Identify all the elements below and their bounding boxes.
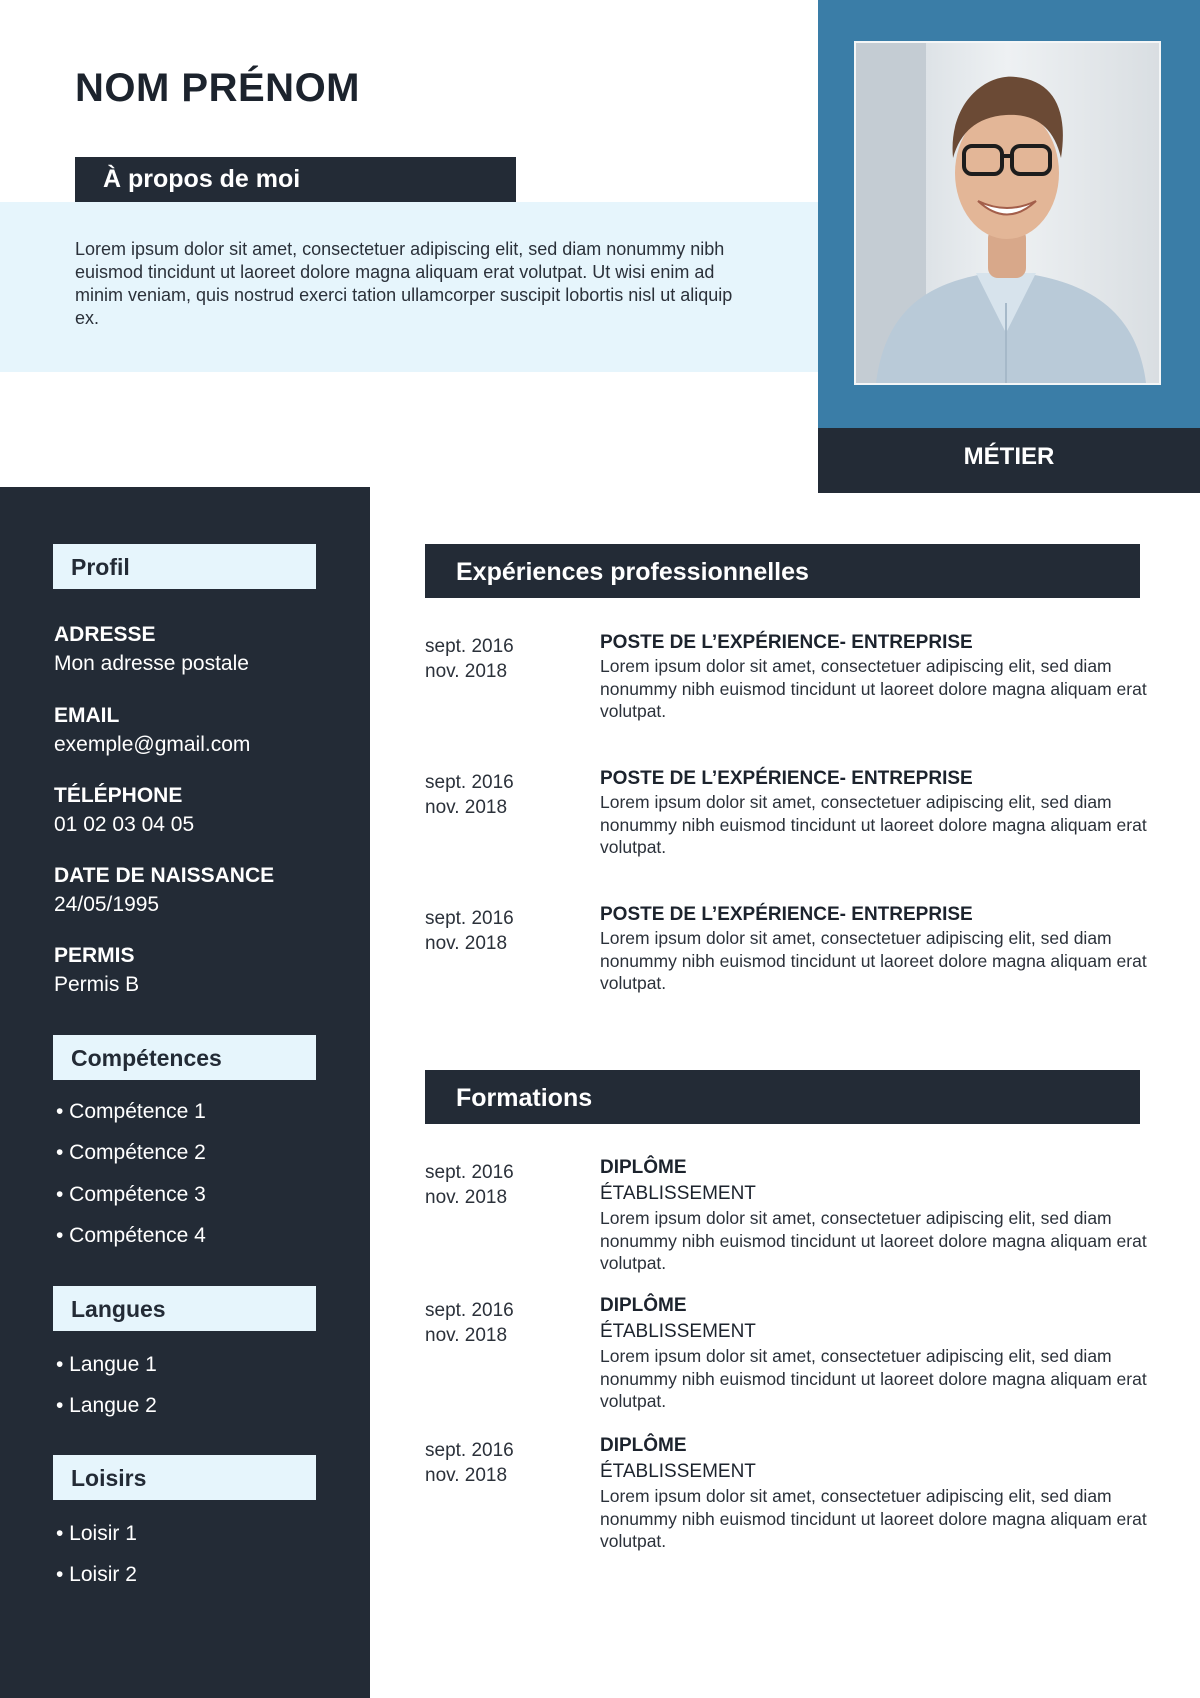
experience-entry [600, 902, 1160, 995]
education-entry [600, 1433, 1160, 1553]
phone-label: TÉLÉPHONE [54, 784, 183, 807]
experience-title: POSTE DE L’EXPÉRIENCE- ENTREPRISE [600, 904, 973, 925]
date-end: nov. 2018 [425, 933, 508, 954]
date-end: nov. 2018 [425, 1325, 508, 1346]
date-start: sept. 2016 [425, 636, 514, 657]
date-end: nov. 2018 [425, 1187, 508, 1208]
experience-dates [425, 770, 514, 820]
experience-entry [600, 630, 1160, 723]
profile-section-title: Profil [53, 544, 316, 589]
language-item: • Langue 2 [56, 1394, 157, 1417]
education-description: Lorem ipsum dolor sit amet, consectetuer adipiscing elit, sed diam nonummy nibh euismod tincidunt ut laoreet dolore magna aliquam erat volutpat. [600, 1346, 1147, 1411]
profile-photo [854, 41, 1161, 385]
date-start: sept. 2016 [425, 1162, 514, 1183]
license-label: PERMIS [54, 944, 135, 967]
experience-dates [425, 634, 514, 684]
address-label: ADRESSE [54, 623, 156, 646]
about-text: Lorem ipsum dolor sit amet, consectetuer adipiscing elit, sed diam nonummy nibh euismod tincidunt ut laoreet dolore magna aliquam erat volutpat. Ut wisi enim ad minim veniam, quis nostrud exerci tation ullamcorper suscipit lobortis nisl ut aliquip ex. [75, 239, 733, 328]
experience-entry [600, 766, 1160, 859]
phone-value: 01 02 03 04 05 [54, 813, 195, 836]
education-entry [600, 1293, 1160, 1413]
education-dates [425, 1298, 514, 1348]
license-value: Permis B [54, 973, 140, 996]
job-title: MÉTIER [818, 428, 1200, 493]
diploma-title: DIPLÔME [600, 1295, 687, 1316]
education-description: Lorem ipsum dolor sit amet, consectetuer adipiscing elit, sed diam nonummy nibh euismod tincidunt ut laoreet dolore magna aliquam erat volutpat. [600, 1208, 1147, 1273]
skill-item: • Compétence 1 [56, 1100, 206, 1123]
date-end: nov. 2018 [425, 797, 508, 818]
skill-item: • Compétence 3 [56, 1183, 206, 1206]
date-start: sept. 2016 [425, 908, 514, 929]
skill-item: • Compétence 4 [56, 1224, 206, 1247]
hobby-item: • Loisir 2 [56, 1563, 137, 1586]
diploma-title: DIPLÔME [600, 1435, 687, 1456]
school-name: ÉTABLISSEMENT [600, 1321, 756, 1342]
education-dates [425, 1160, 514, 1210]
date-start: sept. 2016 [425, 1440, 514, 1461]
education-section-title: Formations [425, 1070, 1140, 1124]
experience-dates [425, 906, 514, 956]
school-name: ÉTABLISSEMENT [600, 1183, 756, 1204]
school-name: ÉTABLISSEMENT [600, 1461, 756, 1482]
date-end: nov. 2018 [425, 1465, 508, 1486]
experience-description: Lorem ipsum dolor sit amet, consectetuer adipiscing elit, sed diam nonummy nibh euismod tincidunt ut laoreet dolore magna aliquam erat volutpat. [600, 928, 1147, 993]
education-dates [425, 1438, 514, 1488]
skills-section-title: Compétences [53, 1035, 316, 1080]
language-item: • Langue 1 [56, 1353, 157, 1376]
diploma-title: DIPLÔME [600, 1157, 687, 1178]
date-start: sept. 2016 [425, 1300, 514, 1321]
education-entry [600, 1155, 1160, 1275]
skill-item: • Compétence 2 [56, 1141, 206, 1164]
birthdate-label: DATE DE NAISSANCE [54, 864, 275, 887]
candidate-name: NOM PRÉNOM [75, 66, 360, 110]
date-start: sept. 2016 [425, 772, 514, 793]
experience-description: Lorem ipsum dolor sit amet, consectetuer adipiscing elit, sed diam nonummy nibh euismod tincidunt ut laoreet dolore magna aliquam erat volutpat. [600, 792, 1147, 857]
date-end: nov. 2018 [425, 661, 508, 682]
languages-section-title: Langues [53, 1286, 316, 1331]
experience-section-title: Expériences professionnelles [425, 544, 1140, 598]
experience-description: Lorem ipsum dolor sit amet, consectetuer adipiscing elit, sed diam nonummy nibh euismod tincidunt ut laoreet dolore magna aliquam erat volutpat. [600, 656, 1147, 721]
about-section-title: À propos de moi [75, 157, 516, 202]
hobbies-section-title: Loisirs [53, 1455, 316, 1500]
portrait-illustration [856, 43, 1159, 383]
email-value: exemple@gmail.com [54, 733, 251, 756]
address-value: Mon adresse postale [54, 652, 249, 675]
education-description: Lorem ipsum dolor sit amet, consectetuer adipiscing elit, sed diam nonummy nibh euismod tincidunt ut laoreet dolore magna aliquam erat volutpat. [600, 1486, 1147, 1551]
experience-title: POSTE DE L’EXPÉRIENCE- ENTREPRISE [600, 768, 973, 789]
experience-title: POSTE DE L’EXPÉRIENCE- ENTREPRISE [600, 632, 973, 653]
birthdate-value: 24/05/1995 [54, 893, 160, 916]
hobby-item: • Loisir 1 [56, 1522, 137, 1545]
email-label: EMAIL [54, 704, 120, 727]
